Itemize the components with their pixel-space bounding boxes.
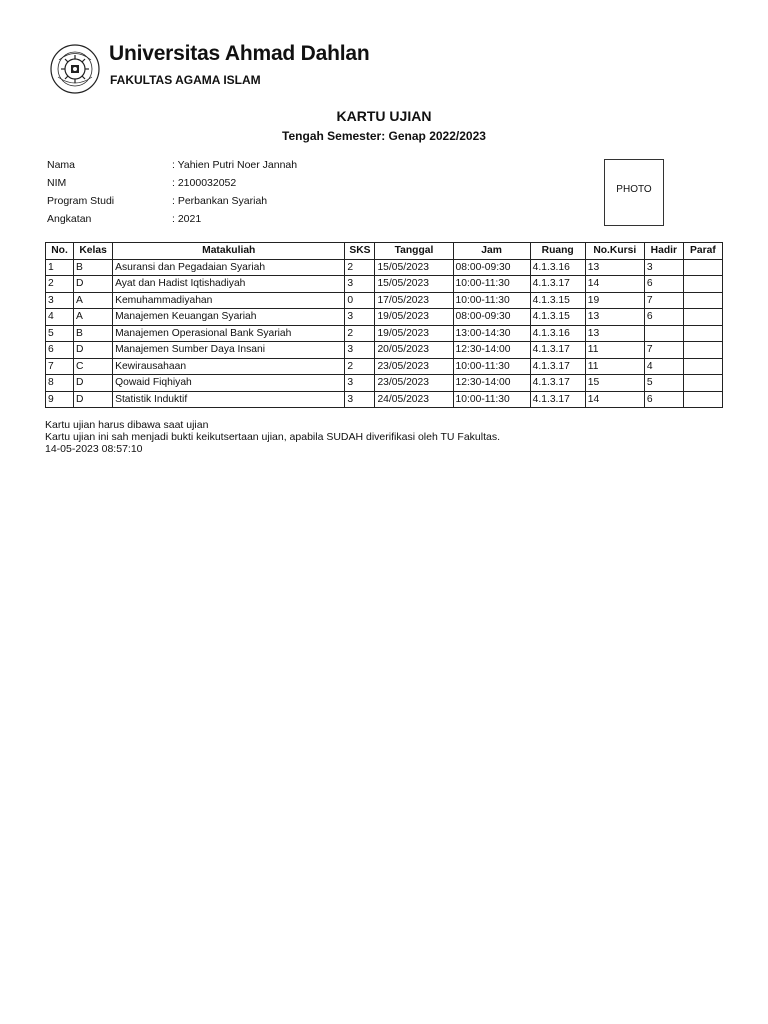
table-row [46,292,723,309]
table-cell: 20/05/2023 [375,342,453,359]
info-label: NIM [47,177,67,189]
table-cell: 1 [46,259,74,276]
table-cell: 10:00-11:30 [453,358,530,375]
university-name: Universitas Ahmad Dahlan [109,42,370,65]
table-cell: 13:00-14:30 [453,325,530,342]
table-cell: 6 [644,391,683,408]
table-cell: 4.1.3.17 [530,276,585,293]
info-value: : Yahien Putri Noer Jannah [172,159,298,171]
table-cell: C [74,358,113,375]
table-cell: D [74,391,113,408]
table-cell: Kemuhammadiyahan [113,292,345,309]
table-cell: 08:00-09:30 [453,309,530,326]
column-header: Kelas [74,243,113,260]
table-cell: 10:00-11:30 [453,391,530,408]
column-header: Ruang [530,243,585,260]
table-cell: 7 [644,342,683,359]
table-row [46,342,723,359]
table-cell: 13 [585,325,644,342]
table-row [46,276,723,293]
table-cell: A [74,292,113,309]
table-header-row [46,243,723,260]
table-cell: 7 [46,358,74,375]
table-cell: Manajemen Keuangan Syariah [113,309,345,326]
table-cell: 4.1.3.17 [530,391,585,408]
table-cell: 13 [585,309,644,326]
info-value: : 2100032052 [172,177,237,189]
table-cell: 19 [585,292,644,309]
column-header: Matakuliah [113,243,345,260]
table-row [46,375,723,392]
table-cell: 2 [345,358,375,375]
table-cell: 0 [345,292,375,309]
table-cell: 5 [644,375,683,392]
column-header: Tanggal [375,243,453,260]
table-cell: 11 [585,358,644,375]
table-cell [683,292,722,309]
table-cell: B [74,259,113,276]
table-cell: 4.1.3.17 [530,375,585,392]
table-cell: 4.1.3.15 [530,292,585,309]
table-cell [683,358,722,375]
info-label: Angkatan [47,213,92,225]
table-row [46,325,723,342]
column-header: Paraf [683,243,722,260]
column-header: No.Kursi [585,243,644,260]
info-value: : 2021 [172,213,202,225]
info-row-program [47,195,367,213]
table-row [46,259,723,276]
table-cell: 6 [644,276,683,293]
table-cell [683,342,722,359]
info-row-nim [47,177,367,195]
table-cell: 4.1.3.17 [530,342,585,359]
info-row-name [47,159,367,177]
table-cell: 4.1.3.17 [530,358,585,375]
faculty-name: FAKULTAS AGAMA ISLAM [110,73,261,87]
table-cell: 08:00-09:30 [453,259,530,276]
print-timestamp: 14-05-2023 08:57:10 [45,443,143,455]
card-title: KARTU UJIAN [336,108,432,124]
table-cell: 5 [46,325,74,342]
table-row [46,391,723,408]
photo-label: PHOTO [616,184,652,195]
column-header: SKS [345,243,375,260]
column-header: Hadir [644,243,683,260]
table-cell: 2 [345,325,375,342]
table-cell [644,325,683,342]
photo-placeholder [604,159,664,226]
table-cell: 9 [46,391,74,408]
table-cell: 4.1.3.16 [530,325,585,342]
table-cell: Ayat dan Hadist Iqtishadiyah [113,276,345,293]
info-value: : Perbankan Syariah [172,195,268,207]
column-header: No. [46,243,74,260]
table-cell: 10:00-11:30 [453,292,530,309]
table-cell: 4 [46,309,74,326]
table-cell: 3 [345,375,375,392]
university-logo [50,44,100,94]
table-cell: 2 [345,259,375,276]
table-cell: 7 [644,292,683,309]
table-cell: 4.1.3.15 [530,309,585,326]
table-cell: 11 [585,342,644,359]
table-cell: 2 [46,276,74,293]
table-cell: A [74,309,113,326]
table-cell: 14 [585,391,644,408]
table-cell [683,391,722,408]
table-cell: 12:30-14:00 [453,375,530,392]
table-cell: 13 [585,259,644,276]
card-subtitle: Tengah Semester: Genap 2022/2023 [282,129,486,143]
table-cell: D [74,375,113,392]
table-cell: 24/05/2023 [375,391,453,408]
table-cell: 3 [345,391,375,408]
table-cell: 6 [644,309,683,326]
table-cell: 3 [46,292,74,309]
table-cell: 19/05/2023 [375,309,453,326]
table-body [46,259,723,408]
student-info [47,159,367,231]
table-cell: 10:00-11:30 [453,276,530,293]
table-cell: 15/05/2023 [375,276,453,293]
table-cell: 3 [345,276,375,293]
table-cell: Qowaid Fiqhiyah [113,375,345,392]
column-header: Jam [453,243,530,260]
table-cell: 23/05/2023 [375,358,453,375]
info-label: Nama [47,159,76,171]
table-cell [683,325,722,342]
table-cell: 4.1.3.16 [530,259,585,276]
table-cell [683,259,722,276]
table-row [46,309,723,326]
info-label: Program Studi [47,195,115,207]
exam-schedule-table [45,242,723,408]
table-cell: Asuransi dan Pegadaian Syariah [113,259,345,276]
table-cell: 23/05/2023 [375,375,453,392]
table-cell: Manajemen Sumber Daya Insani [113,342,345,359]
table-cell: 4 [644,358,683,375]
table-cell: 3 [644,259,683,276]
table-cell: 3 [345,309,375,326]
table-cell: 17/05/2023 [375,292,453,309]
note-line: Kartu ujian ini sah menjadi bukti keikutsertaan ujian, apabila SUDAH diverifikasi oleh TU Fakultas. [45,431,501,443]
table-cell: 12:30-14:00 [453,342,530,359]
table-cell [683,309,722,326]
table-cell: D [74,342,113,359]
note-line: Kartu ujian harus dibawa saat ujian [45,419,209,431]
table-cell: 3 [345,342,375,359]
table-cell: 19/05/2023 [375,325,453,342]
table-cell: 14 [585,276,644,293]
table-cell: Statistik Induktif [113,391,345,408]
table-cell: 15 [585,375,644,392]
table-row [46,358,723,375]
table-cell: Kewirausahaan [113,358,345,375]
table-cell: D [74,276,113,293]
card-notes [45,419,500,455]
table-cell: 6 [46,342,74,359]
info-row-angkatan [47,213,367,231]
table-cell [683,375,722,392]
table-cell: 8 [46,375,74,392]
table-cell: B [74,325,113,342]
table-cell: Manajemen Operasional Bank Syariah [113,325,345,342]
table-cell [683,276,722,293]
table-cell: 15/05/2023 [375,259,453,276]
